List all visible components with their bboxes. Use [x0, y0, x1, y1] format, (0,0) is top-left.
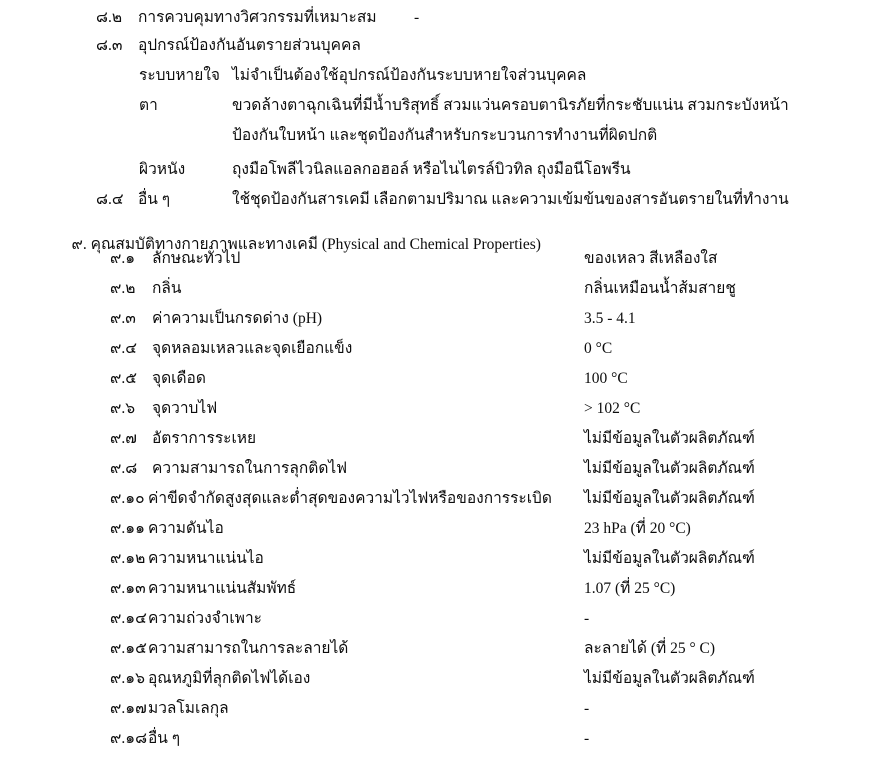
property-number: ๙.๔ [110, 340, 137, 357]
property-number: ๙.๑ [110, 250, 136, 267]
property-label: อื่น ๆ [148, 730, 181, 747]
property-value: - [584, 730, 590, 747]
property-value: ละลายได้ (ที่ 25 ° C) [584, 640, 716, 657]
property-value: 23 hPa (ที่ 20 °C) [584, 520, 691, 537]
section8-item-value: - [414, 9, 420, 26]
property-number: ๙.๗ [110, 430, 137, 447]
property-value: กลิ่นเหมือนน้ำส้มสายชู [584, 280, 736, 297]
property-value: ไม่มีข้อมูลในตัวผลิตภัณฑ์ [584, 490, 755, 507]
property-label: ความดันไอ [148, 520, 224, 537]
property-value: 0 °C [584, 340, 613, 357]
property-value: ของเหลว สีเหลืองใส [584, 250, 718, 267]
property-number: ๙.๘ [110, 460, 138, 477]
property-label: กลิ่น [152, 280, 182, 297]
property-number: ๙.๑๑ [110, 520, 145, 537]
property-label: ความหนาแน่นไอ [148, 550, 264, 567]
property-number: ๙.๒ [110, 280, 136, 297]
property-label: ความถ่วงจำเพาะ [148, 610, 262, 627]
property-number: ๙.๕ [110, 370, 137, 387]
section8-item-title: อุปกรณ์ป้องกันอันตรายส่วนบุคคล [138, 37, 361, 54]
property-number: ๙.๑๒ [110, 550, 146, 567]
ppe-value-respiratory: ไม่จำเป็นต้องใช้อุปกรณ์ป้องกันระบบหายใจส่วนบุคคล [232, 67, 587, 84]
property-value: > 102 °C [584, 400, 641, 417]
ppe-value-eyes-line-1: ขวดล้างตาฉุกเฉินที่มีน้ำบริสุทธิ์ สวมแว่นครอบตานิรภัยที่กระชับแน่น สวมกระบังหน้า [232, 97, 789, 114]
property-label: ความสามารถในการละลายได้ [148, 640, 349, 657]
property-value: - [584, 700, 590, 717]
section-9-heading-thai: คุณสมบัติทางกายภาพและทางเคมี [90, 235, 318, 253]
property-label: อุณหภูมิที่ลุกติดไฟได้เอง [148, 670, 311, 687]
property-label: ลักษณะทั่วไป [152, 250, 241, 267]
property-label: ความสามารถในการลุกติดไฟ [152, 460, 348, 477]
property-value: 100 °C [584, 370, 628, 387]
ppe-value-skin: ถุงมือโพลีไวนิลแอลกอฮอล์ หรือไนไตรล์บิวทิล ถุงมือนีโอพรีน [232, 161, 631, 178]
property-label: ค่าความเป็นกรดด่าง (pH) [152, 310, 323, 327]
property-value: ไม่มีข้อมูลในตัวผลิตภัณฑ์ [584, 430, 755, 447]
property-value: 3.5 - 4.1 [584, 310, 636, 327]
property-number: ๙.๑๖ [110, 670, 145, 687]
property-label: จุดวาบไฟ [152, 400, 218, 417]
property-number: ๙.๑๐ [110, 490, 145, 507]
ppe-label-respiratory: ระบบหายใจ [139, 67, 220, 84]
property-number: ๙.๑๗ [110, 700, 147, 717]
section8-other-title: อื่น ๆ [138, 191, 171, 208]
property-value: 1.07 (ที่ 25 °C) [584, 580, 676, 597]
ppe-label-skin: ผิวหนัง [139, 161, 186, 178]
section-9-heading-latin: (Physical and Chemical Properties) [321, 235, 541, 253]
section8-item-title: การควบคุมทางวิศวกรรมที่เหมาะสม [138, 9, 377, 26]
property-value: ไม่มีข้อมูลในตัวผลิตภัณฑ์ [584, 670, 755, 687]
section8-other-value: ใช้ชุดป้องกันสารเคมี เลือกตามปริมาณ และความเข้มข้นของสารอันตรายในที่ทำงาน [232, 191, 789, 208]
property-label: จุดหลอมเหลวและจุดเยือกแข็ง [152, 340, 353, 357]
property-label: มวลโมเลกุล [148, 700, 229, 717]
property-label: จุดเดือด [152, 370, 206, 387]
property-label: ความหนาแน่นสัมพัทธ์ [148, 580, 297, 597]
section8-other-number: ๘.๔ [96, 191, 124, 208]
property-number: ๙.๑๘ [110, 730, 148, 747]
property-label: ค่าขีดจำกัดสูงสุดและต่ำสุดของความไวไฟหรือของการระเบิด [148, 490, 552, 507]
ppe-value-eyes-line-2: ป้องกันใบหน้า และชุดป้องกันสำหรับกระบวนการทำงานที่ผิดปกติ [232, 127, 658, 144]
property-number: ๙.๑๔ [110, 610, 147, 627]
property-number: ๙.๖ [110, 400, 136, 417]
property-number: ๙.๑๓ [110, 580, 146, 597]
section8-item-number: ๘.๒ [96, 9, 123, 26]
section8-item-number: ๘.๓ [96, 37, 123, 54]
property-number: ๙.๑๕ [110, 640, 147, 657]
property-value: ไม่มีข้อมูลในตัวผลิตภัณฑ์ [584, 550, 755, 567]
property-value: ไม่มีข้อมูลในตัวผลิตภัณฑ์ [584, 460, 755, 477]
ppe-label-eyes: ตา [139, 97, 158, 114]
property-number: ๙.๓ [110, 310, 136, 327]
property-value: - [584, 610, 590, 627]
section-9-heading-number: ๙. [71, 235, 87, 253]
property-label: อัตราการระเหย [152, 430, 257, 447]
